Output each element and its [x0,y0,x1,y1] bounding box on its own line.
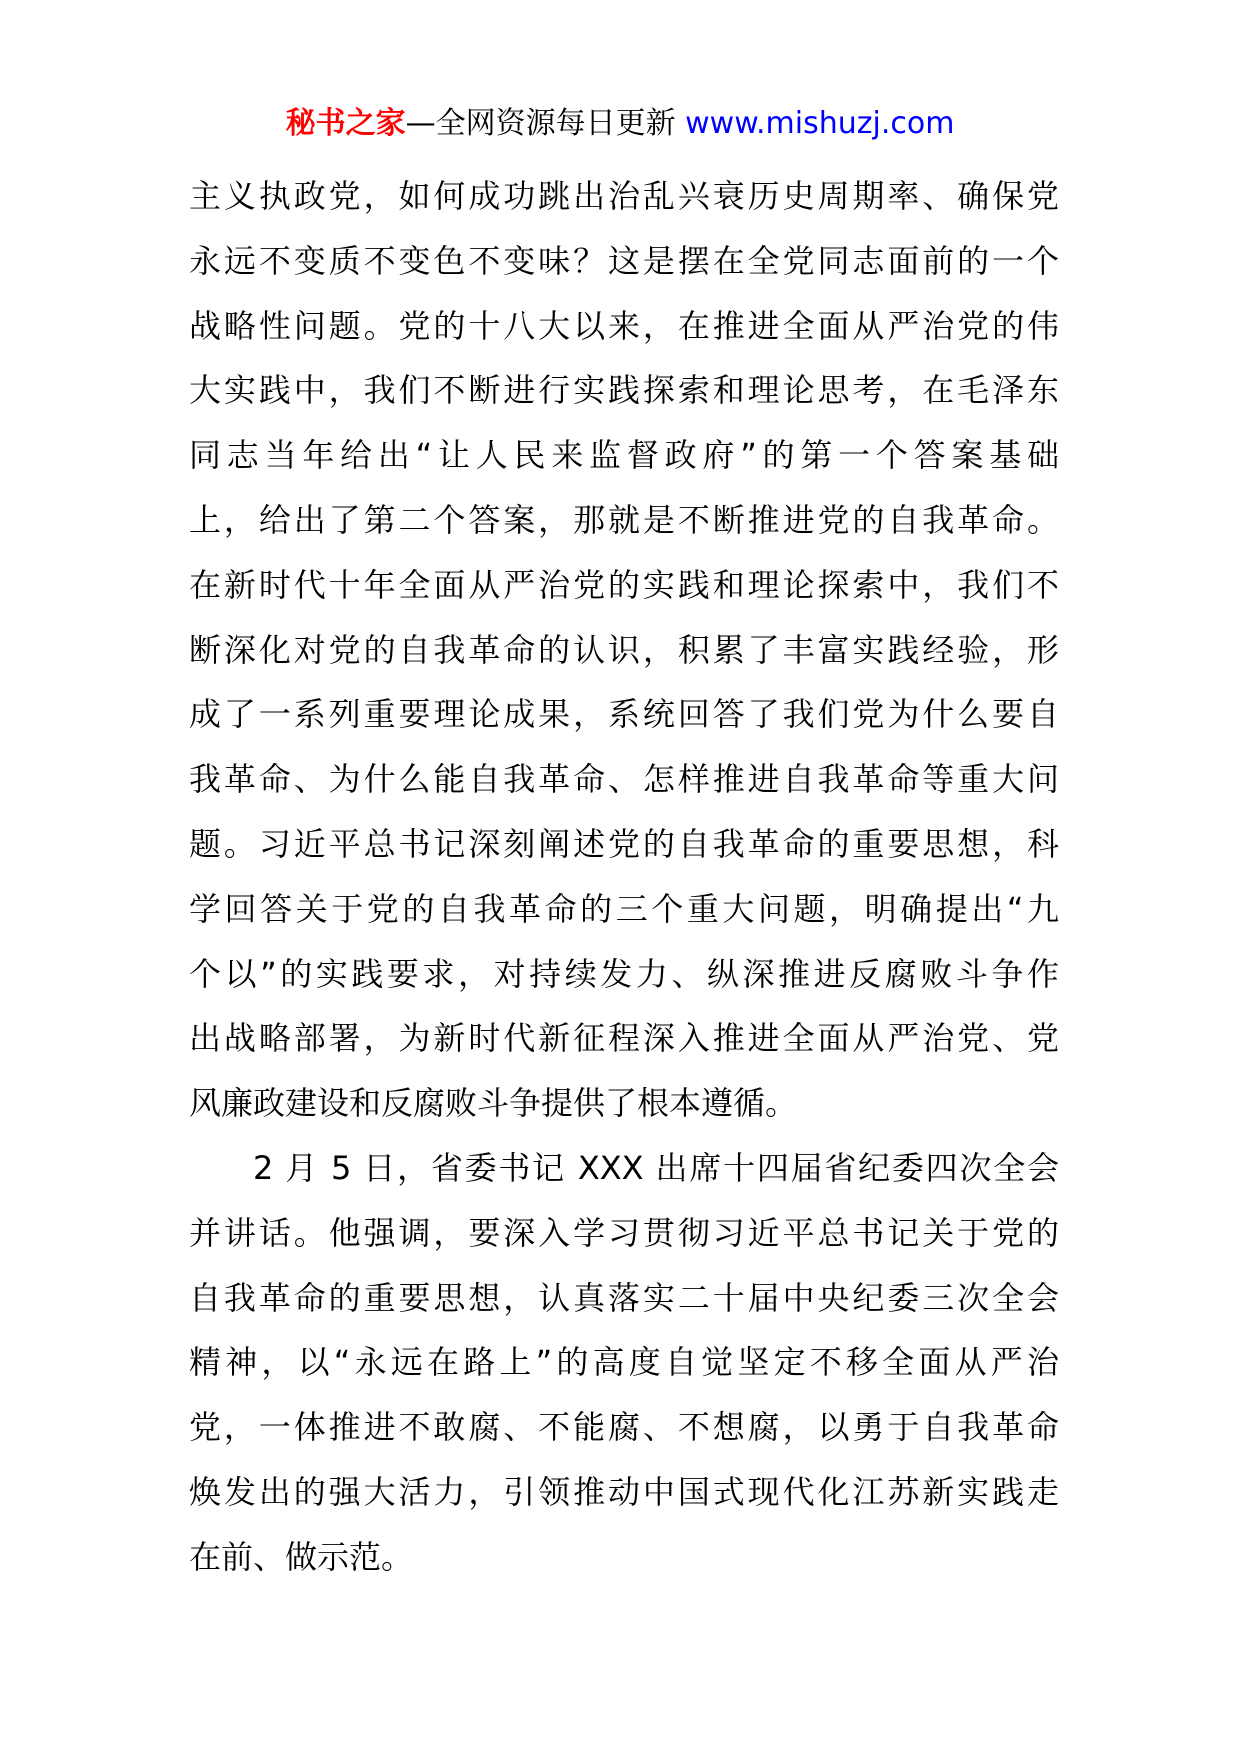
text-line: 在新时代十年全面从严治党的实践和理论探索中，我们不 [189,565,1059,604]
text-line: 焕发出的强大活力，引领推动中国式现代化江苏新实践走 [189,1472,1059,1511]
paragraph-1 [189,164,1059,1136]
text-line: 在前、做示范。 [189,1537,414,1576]
text-line: 题。习近平总书记深刻阐述党的自我革命的重要思想，科 [189,824,1059,863]
text-line: 永远不变质不变色不变味？这是摆在全党同志面前的一个 [189,241,1059,280]
text-line: 战略性问题。党的十八大以来，在推进全面从严治党的伟 [189,306,1059,345]
text-line: 学回答关于党的自我革命的三个重大问题，明确提出“九 [189,889,1059,928]
site-url-link[interactable]: www.mishuzj.com [685,106,955,141]
text-line: 我革命、为什么能自我革命、怎样推进自我革命等重大问 [189,760,1059,799]
document-body [189,164,1059,1590]
site-tagline: —全网资源每日更新 [405,106,676,141]
site-brand: 秘书之家 [285,106,406,141]
text-line: 风廉政建设和反腐败斗争提供了根本遵循。 [189,1084,798,1123]
text-line: 自我革命的重要思想，认真落实二十届中央纪委三次全会 [189,1278,1059,1317]
text-line: 出战略部署，为新时代新征程深入推进全面从严治党、党 [189,1019,1059,1058]
text-line: 个以”的实践要求，对持续发力、纵深推进反腐败斗争作 [189,954,1059,993]
text-line: 成了一系列重要理论成果，系统回答了我们党为什么要自 [189,695,1059,734]
page-header [0,102,1240,146]
text-line: 2 月 5 日，省委书记 XXX 出席十四届省纪委四次全会 [253,1148,1059,1187]
text-line: 上，给出了第二个答案，那就是不断推进党的自我革命。 [189,500,1059,539]
text-line: 主义执政党，如何成功跳出治乱兴衰历史周期率、确保党 [189,177,1059,215]
text-line: 断深化对党的自我革命的认识，积累了丰富实践经验，形 [189,630,1059,669]
text-line: 精神，以“永远在路上”的高度自觉坚定不移全面从严治 [189,1343,1059,1382]
text-line: 党，一体推进不敢腐、不能腐、不想腐，以勇于自我革命 [189,1408,1059,1447]
text-line: 并讲话。他强调，要深入学习贯彻习近平总书记关于党的 [189,1213,1059,1252]
text-line: 同志当年给出“让人民来监督政府”的第一个答案基础 [189,436,1059,475]
text-line: 大实践中，我们不断进行实践探索和理论思考，在毛泽东 [189,371,1059,410]
paragraph-2 [189,1136,1059,1590]
